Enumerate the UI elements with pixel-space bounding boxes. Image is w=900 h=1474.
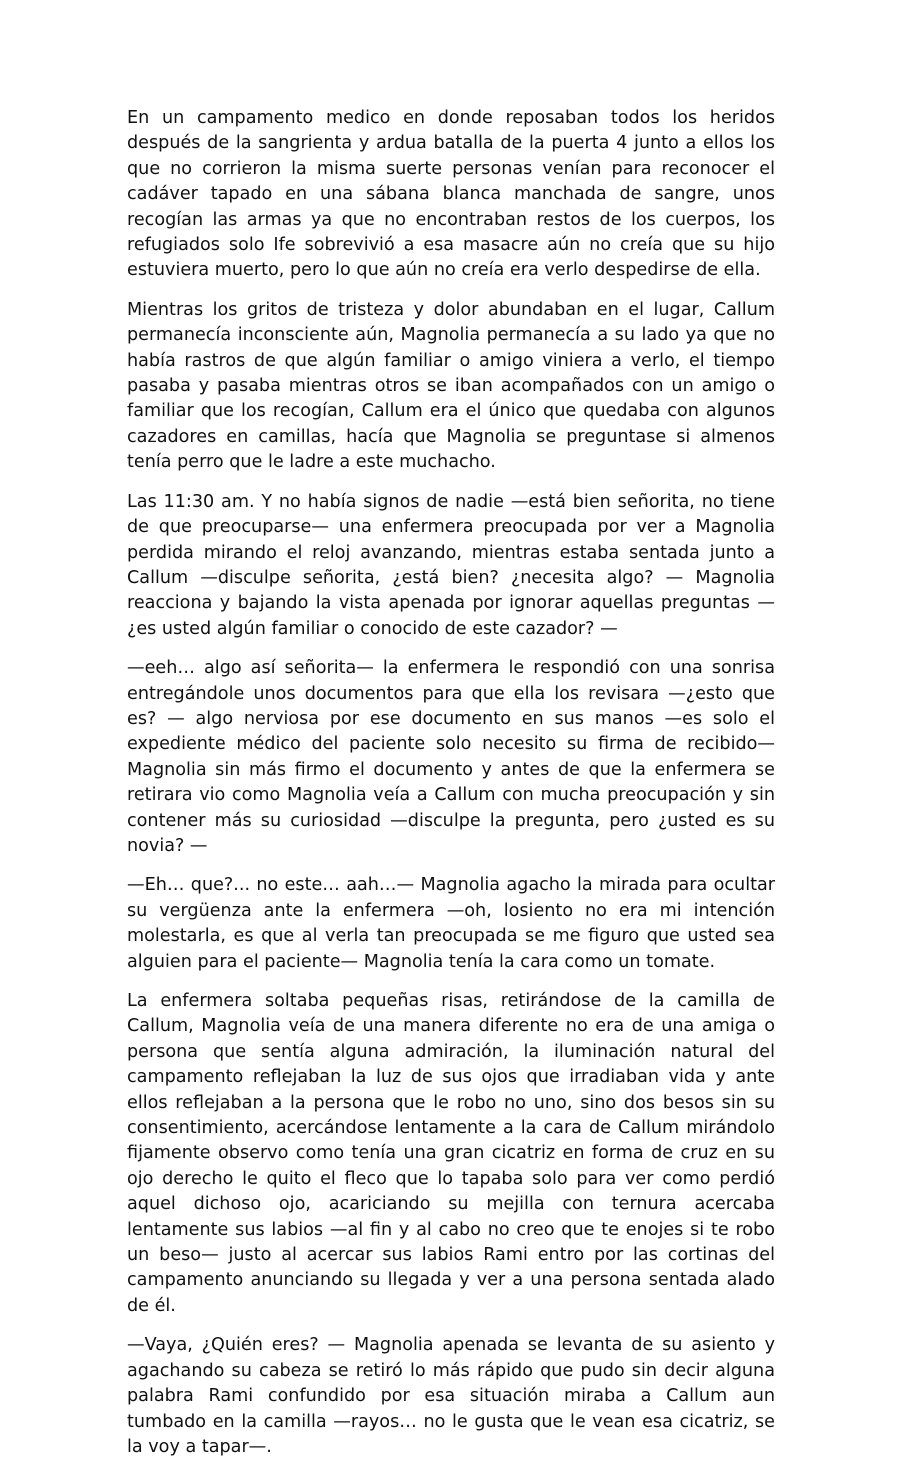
- paragraph-4: —eeh… algo así señorita— la enfermera le respondió con una sonrisa entregándole unos documentos para que ella los revisara —¿esto que es? — algo nerviosa por ese documento en sus manos —es solo el expediente médico del paciente solo necesito su firma de recibido— Magnolia sin más firmo el documento y antes de que la enfermera se retirara vio como Magnolia veía a Callum con mucha preocupación y sin contener más su curiosidad —disculpe la pregunta, pero ¿usted es su novia? —: [127, 658, 775, 856]
- paragraph-6: La enfermera soltaba pequeñas risas, retirándose de la camilla de Callum, Magnolia veía de una manera diferente no era de una amiga o persona que sentía alguna admiración, la iluminación natural del campamento reflejaban la luz de sus ojos que irradiaban vida y ante ellos reflejaban a la persona que le robo no uno, sino dos besos sin su consentimiento, acercándose lentamente a la cara de Callum mirándolo fijamente observo como tenía una gran cicatriz en forma de cruz en su ojo derecho le quito el fleco que lo tapaba solo para ver como perdió aquel dichoso ojo, acariciando su mejilla con ternura acercaba lentamente sus labios —al fin y al cabo no creo que te enojes si te robo un beso— justo al acercar sus labios Rami entro por las cortinas del campamento anunciando su llegada y ver a una persona sentada alado de él.: [127, 991, 775, 1316]
- paragraph-2: Mientras los gritos de tristeza y dolor abundaban en el lugar, Callum permanecía inconsciente aún, Magnolia permanecía a su lado ya que no había rastros de que algún familiar o amigo viniera a verlo, el tiempo pasaba y pasaba mientras otros se iban acompañados con un amigo o familiar que los recogían, Callum era el único que quedaba con algunos cazadores en camillas, hacía que Magnolia se preguntase si almenos tenía perro que le ladre a este muchacho.: [127, 299, 775, 473]
- paragraph-5: —Eh… que?... no este… aah…— Magnolia agacho la mirada para ocultar su vergüenza ante la enfermera —oh, losiento no era mi intención molestarla, es que al verla tan preocupada se me figuro que usted sea alguien para el paciente— Magnolia tenía la cara como un tomate.: [127, 875, 775, 972]
- document-page: [127, 106, 775, 1474]
- paragraph-1: En un campamento medico en donde reposaban todos los heridos después de la sangrienta y ardua batalla de la puerta 4 junto a ellos los que no corrieron la misma suerte personas venían para reconocer el cadáver tapado en una sábana blanca manchada de sangre, unos recogían las armas ya que no encontraban restos de los cuerpos, los refugiados solo Ife sobrevivió a esa masacre aún no creía que su hijo estuviera muerto, pero lo que aún no creía era verlo despedirse de ella.: [127, 108, 775, 281]
- paragraph-3: Las 11:30 am. Y no había signos de nadie —está bien señorita, no tiene de que preocuparse— una enfermera preocupada por ver a Magnolia perdida mirando el reloj avanzando, mientras estaba sentada junto a Callum —disculpe señorita, ¿está bien? ¿necesita algo? — Magnolia reacciona y bajando la vista apenada por ignorar aquellas preguntas —¿es usted algún familiar o conocido de este cazador? —: [127, 491, 775, 639]
- paragraph-7: —Vaya, ¿Quién eres? — Magnolia apenada se levanta de su asiento y agachando su cabeza se retiró lo más rápido que pudo sin decir alguna palabra Rami confundido por esa situación miraba a Callum aun tumbado en la camilla —rayos… no le gusta que le vean esa cicatriz, se la voy a tapar—.: [127, 1335, 775, 1457]
